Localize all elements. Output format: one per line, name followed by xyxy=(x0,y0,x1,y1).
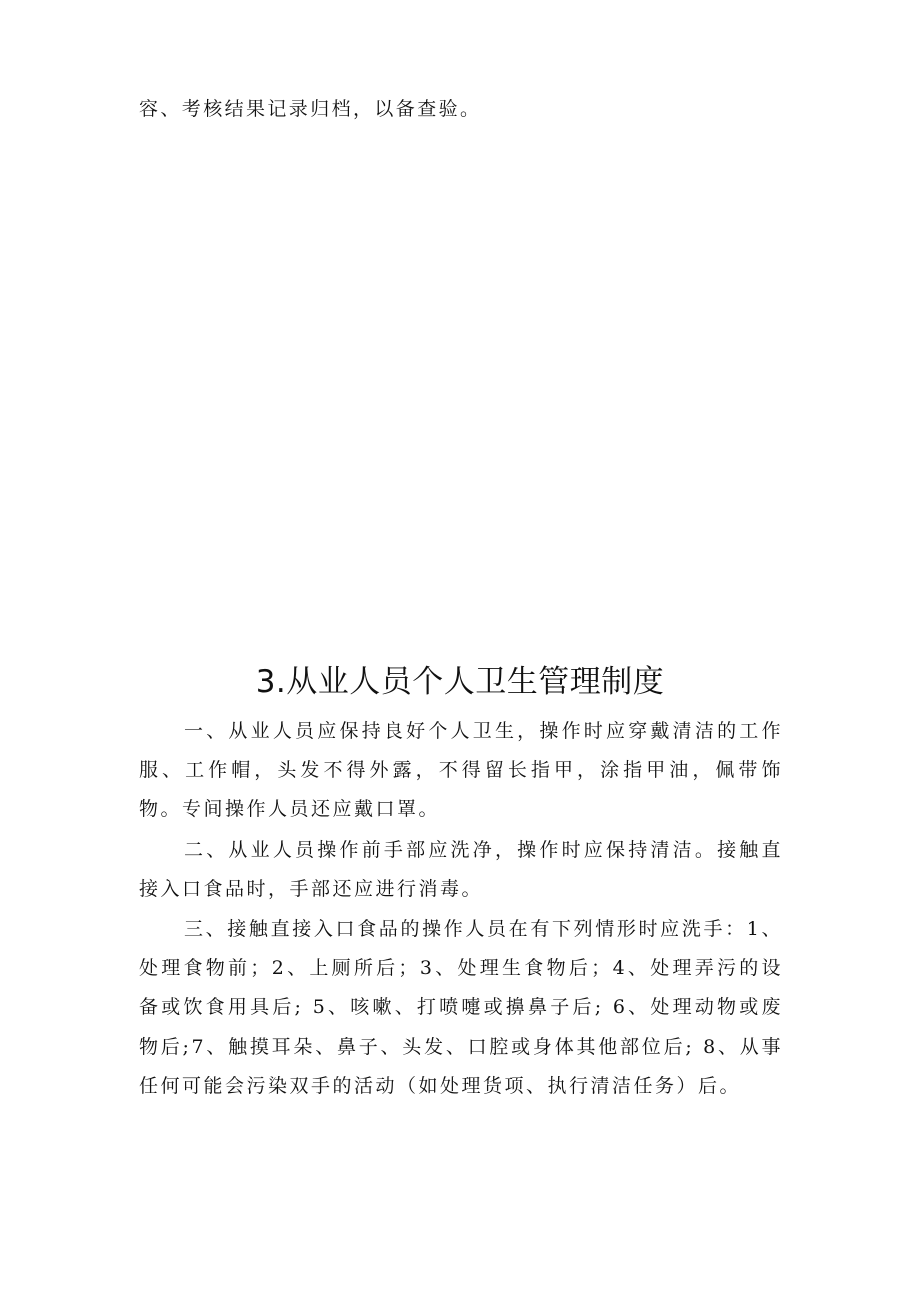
paragraph-2: 二、从业人员操作前手部应洗净，操作时应保持清洁。接触直接入口食品时，手部还应进行消毒。 xyxy=(139,838,783,900)
paragraph-3: 三、接触直接入口食品的操作人员在有下列情形时应洗手：1、处理食物前；2、上厕所后；3、处理生食物后；4、处理弄污的设备或饮食用具后; 5、咳嗽、打喷嚏或擤鼻子后; 6、处理动物或废物后;7、触摸耳朵、鼻子、头发、口腔或身体其他部位后; 8、从事任何可能会污染双手的活动（如处理货项、执行清洁任务）后。 xyxy=(139,918,783,1097)
continuation-text: 容、考核结果记录归档，以备查验。 xyxy=(139,98,482,120)
section-body xyxy=(139,712,783,1107)
paragraph-1: 一、从业人员应保持良好个人卫生，操作时应穿戴清洁的工作服、工作帽，头发不得外露，不得留长指甲，涂指甲油，佩带饰物。专间操作人员还应戴口罩。 xyxy=(139,720,783,821)
section-title: 3.从业人员个人卫生管理制度 xyxy=(255,664,665,700)
